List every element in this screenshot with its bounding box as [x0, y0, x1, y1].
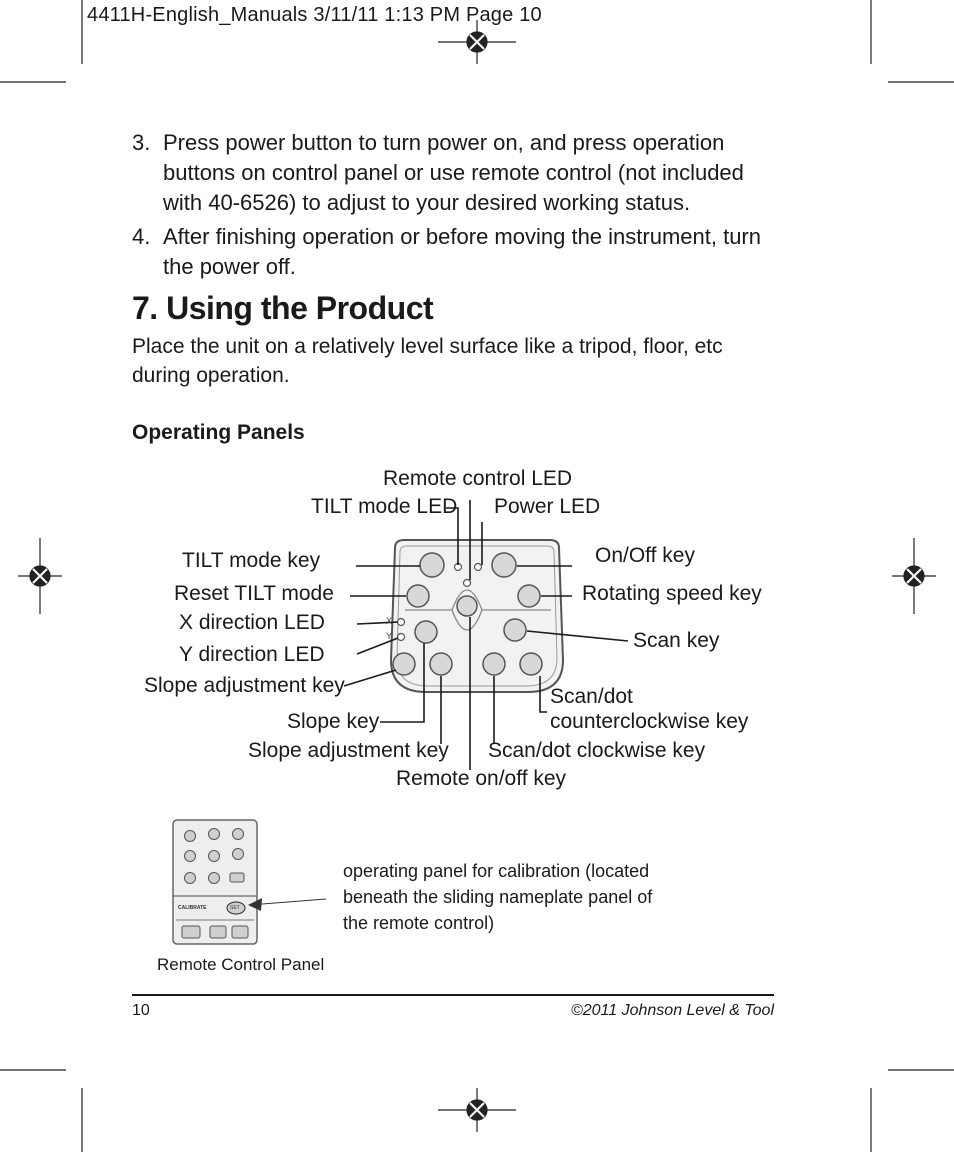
remote-calibrate-label: CALIBRATE — [178, 905, 207, 911]
slope-key-button[interactable] — [415, 621, 437, 643]
slope-adjustment-key-left-button[interactable] — [393, 653, 415, 675]
on-off-key-button[interactable] — [492, 553, 516, 577]
remote-set-label: SET — [230, 905, 240, 911]
rotating-speed-key-button[interactable] — [518, 585, 540, 607]
label-reset-tilt-mode: Reset TILT mode — [174, 582, 334, 605]
label-on-off-key: On/Off key — [595, 544, 695, 567]
label-slope-adjustment-key-bottom: Slope adjustment key — [248, 739, 449, 762]
label-rotating-speed-key: Rotating speed key — [582, 582, 762, 605]
label-scan-dot-ccw-line1: Scan/dot — [550, 685, 633, 708]
reset-tilt-mode-button[interactable] — [407, 585, 429, 607]
panel-y-mark: Y — [386, 631, 393, 641]
label-tilt-mode-key: TILT mode key — [182, 549, 321, 572]
label-scan-key: Scan key — [633, 629, 720, 652]
y-direction-led — [398, 634, 405, 641]
remote-on-off-key-button[interactable] — [457, 596, 477, 616]
subheading-operating-panels: Operating Panels — [132, 421, 305, 444]
section-intro: Place the unit on a relatively level surface like a tripod, floor, etc during operation. — [132, 335, 723, 387]
label-power-led: Power LED — [494, 495, 601, 518]
scan-dot-counterclockwise-key-button[interactable] — [520, 653, 542, 675]
power-led — [475, 564, 482, 571]
remote-calibration-note: operating panel for calibration (located beneath the sliding nameplate panel of the remote control) — [343, 861, 653, 933]
label-x-direction-led: X direction LED — [179, 611, 325, 634]
registration-mark-left — [18, 538, 62, 614]
section-title: 7. Using the Product — [132, 290, 434, 326]
scan-dot-clockwise-key-button[interactable] — [483, 653, 505, 675]
label-remote-control-led: Remote control LED — [383, 467, 573, 490]
label-remote-on-off-key: Remote on/off key — [396, 767, 567, 790]
panel-x-mark: X — [386, 616, 393, 626]
label-scan-dot-clockwise-key: Scan/dot clockwise key — [488, 739, 706, 762]
label-scan-dot-ccw-line2: counterclockwise key — [550, 710, 749, 733]
remote-panel-caption: Remote Control Panel — [157, 955, 325, 974]
step-4 — [132, 222, 792, 282]
step-text: After finishing operation or before moving the instrument, turn the power off. — [163, 224, 761, 279]
step-text: Press power button to turn power on, and press operation buttons on control panel or use remote control (not included with 40-6526) to adjust to your desired working status. — [163, 130, 744, 215]
x-direction-led — [398, 619, 405, 626]
label-y-direction-led: Y direction LED — [179, 643, 325, 666]
remote-control-led — [464, 580, 471, 587]
step-number: 4. — [132, 224, 151, 249]
step-3 — [132, 128, 792, 218]
remote-control-panel-illustration — [173, 820, 326, 944]
page-number: 10 — [132, 1002, 150, 1019]
scan-key-button[interactable] — [504, 619, 526, 641]
print-slug: 4411H-English_Manuals 3/11/11 1:13 PM Page 10 — [87, 4, 542, 26]
registration-mark-right — [892, 538, 936, 614]
label-tilt-mode-led: TILT mode LED — [311, 495, 458, 518]
copyright: ©2011 Johnson Level & Tool — [570, 1002, 774, 1019]
slope-adjustment-key-bottom-button[interactable] — [430, 653, 452, 675]
tilt-mode-key-button[interactable] — [420, 553, 444, 577]
label-slope-key: Slope key — [287, 710, 380, 733]
step-number: 3. — [132, 130, 151, 155]
registration-mark-bottom — [438, 1088, 516, 1132]
label-slope-adjustment-key-left: Slope adjustment key — [144, 674, 345, 697]
